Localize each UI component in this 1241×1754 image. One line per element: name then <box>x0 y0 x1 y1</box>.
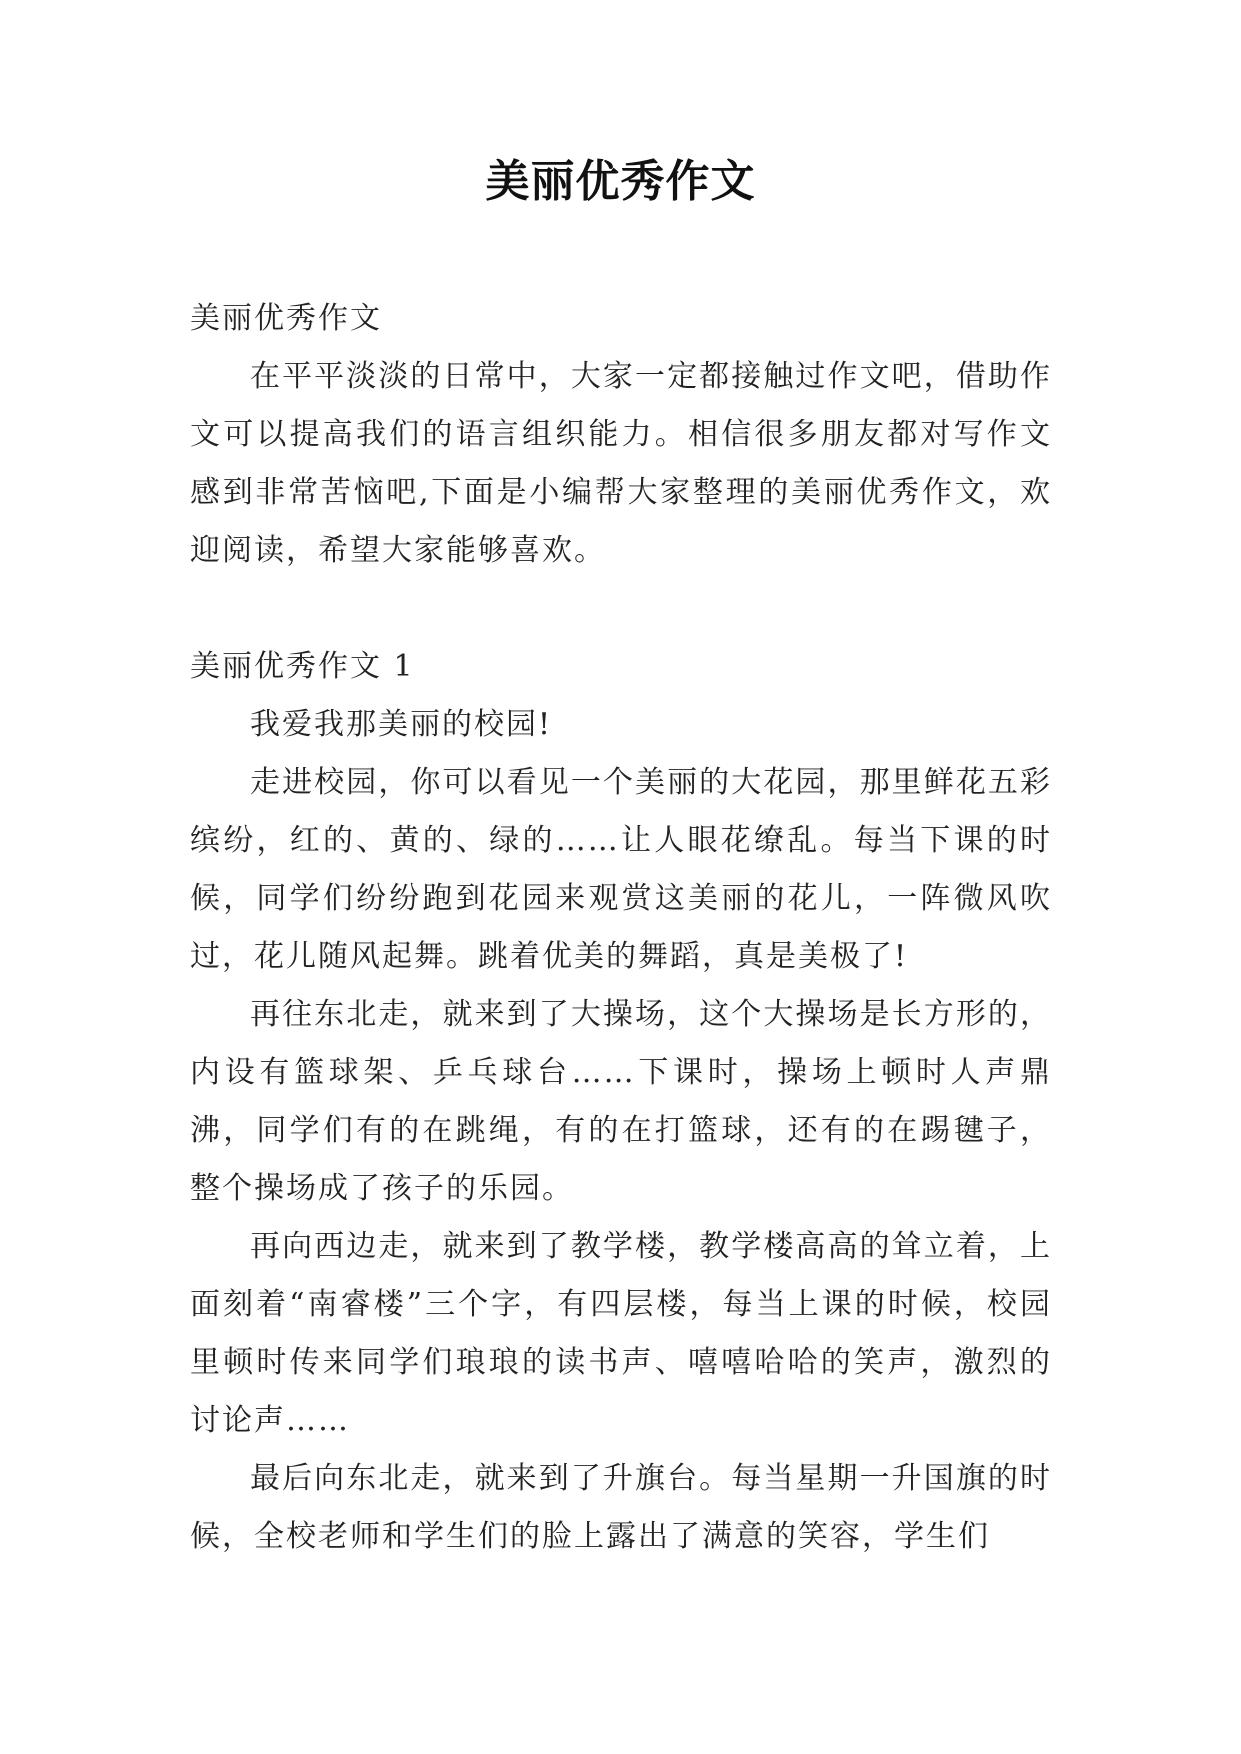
essay-1-paragraph-3: 再往东北走，就来到了大操场，这个大操场是长方形的，内设有篮球架、乒乓球台……下课时，操场上顿时人声鼎沸，同学们有的在跳绳，有的在打篮球，还有的在踢毽子，整个操场成了孩子的乐园。 <box>190 997 1052 1206</box>
essay-1-heading: 美丽优秀作文 1 <box>190 649 415 684</box>
essay-1-paragraph-1: 我爱我那美丽的校园! <box>250 707 553 742</box>
essay-1-paragraph-5: 最后向东北走，就来到了升旗台。每当星期一升国旗的时候，全校老师和学生们的脸上露出了满意的笑容，学生们 <box>190 1461 1052 1554</box>
document-title: 美丽优秀作文 <box>485 156 756 207</box>
intro-heading: 美丽优秀作文 <box>190 301 382 336</box>
essay-1-paragraph-2: 走进校园，你可以看见一个美丽的大花园，那里鲜花五彩缤纷，红的、黄的、绿的……让人眼花缭乱。每当下课的时候，同学们纷纷跑到花园来观赏这美丽的花儿，一阵微风吹过，花儿随风起舞。跳着优美的舞蹈，真是美极了! <box>190 765 1052 974</box>
intro-paragraph: 在平平淡淡的日常中，大家一定都接触过作文吧，借助作文可以提高我们的语言组织能力。相信很多朋友都对写作文感到非常苦恼吧,下面是小编帮大家整理的美丽优秀作文，欢迎阅读，希望大家能够喜欢。 <box>190 359 1052 568</box>
essay-1-paragraph-4: 再向西边走，就来到了教学楼，教学楼高高的耸立着，上面刻着“南睿楼”三个字，有四层楼，每当上课的时候，校园里顿时传来同学们琅琅的读书声、嘻嘻哈哈的笑声，激烈的讨论声…… <box>190 1229 1052 1438</box>
document-body <box>190 290 1052 1566</box>
section-spacer <box>190 580 1052 638</box>
